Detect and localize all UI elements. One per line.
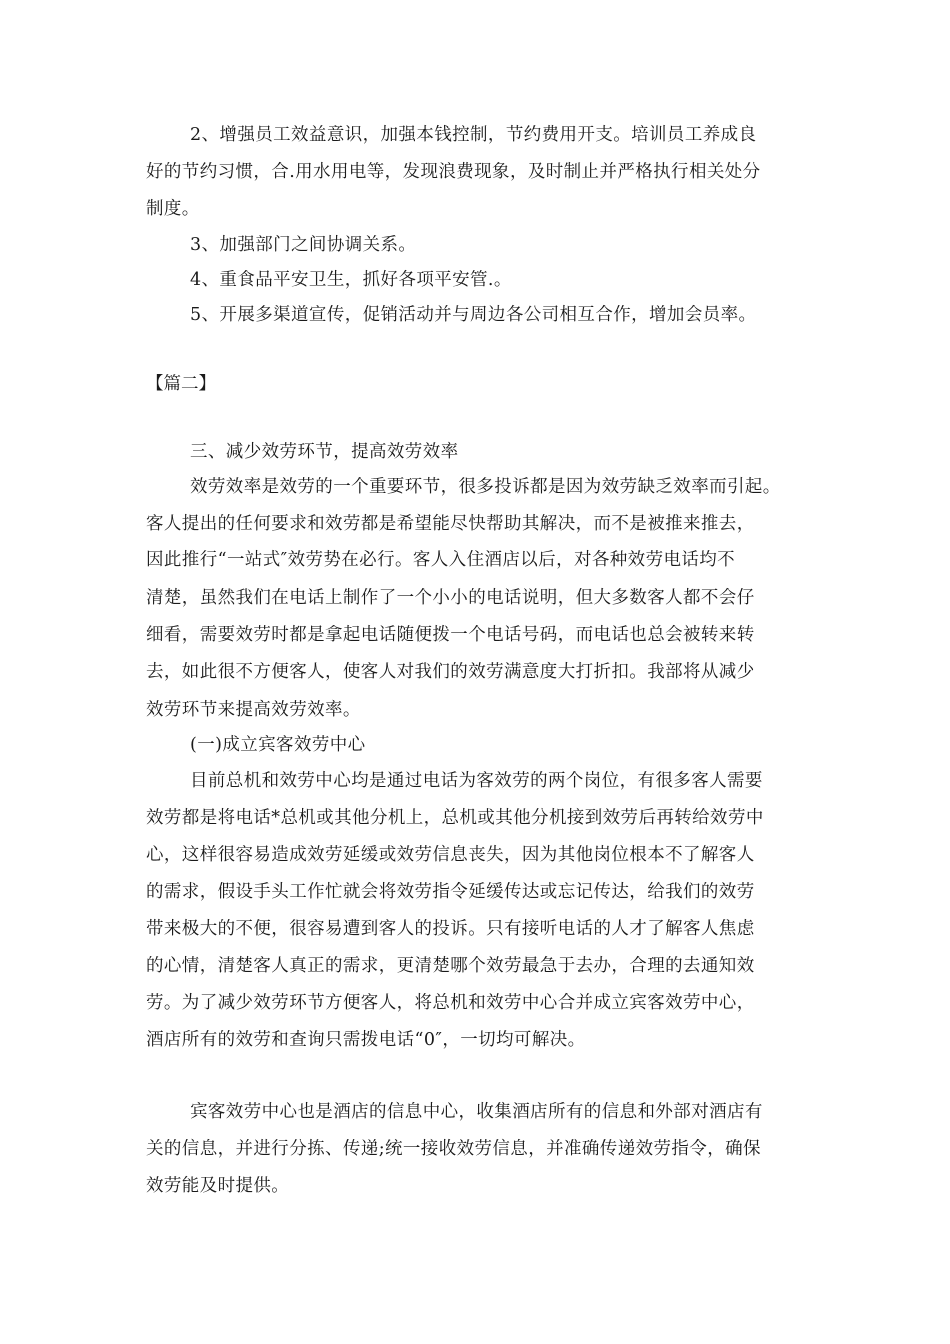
paragraph-line: 因此推行“一站式″效劳势在必行。客人入住酒店以后，对各种效劳电话均不	[146, 550, 736, 570]
paragraph-line: 4、重食品平安卫生，抓好各项平安管.。	[190, 270, 512, 290]
paragraph-line: 劳。为了减少效劳环节方便客人，将总机和效劳中心合并成立宾客效劳中心，	[146, 993, 755, 1013]
section-subheading: (一)成立宾客效劳中心	[190, 735, 366, 755]
paragraph-line: 心，这样很容易造成效劳延缓或效劳信息丧失，因为其他岗位根本不了解客人	[146, 845, 755, 865]
paragraph-line: 细看，需要效劳时都是拿起电话随便拨一个电话号码，而电话也总会被转来转	[146, 625, 755, 645]
paragraph-line: 好的节约习惯，合.用水用电等，发现浪费现象，及时制止并严格执行相关处分	[146, 162, 761, 182]
paragraph-line: 效劳都是将电话*总机或其他分机上，总机或其他分机接到效劳后再转给效劳中	[146, 808, 764, 828]
paragraph-line: 目前总机和效劳中心均是通过电话为客效劳的两个岗位，有很多客人需要	[190, 771, 763, 791]
paragraph-line: 酒店所有的效劳和查询只需拨电话“0″，一切均可解决。	[146, 1030, 586, 1050]
paragraph-line: 3、加强部门之间协调关系。	[190, 235, 417, 255]
paragraph-line: 制度。	[146, 199, 200, 219]
paragraph-line: 效劳环节来提高效劳效率。	[146, 700, 361, 720]
paragraph-line: 的心情，清楚客人真正的需求，更清楚哪个效劳最急于去办，合理的去通知效	[146, 956, 755, 976]
paragraph-line: 带来极大的不便，很容易遭到客人的投诉。只有接听电话的人才了解客人焦虑	[146, 919, 755, 939]
paragraph-line: 关的信息，并进行分拣、传递;统一接收效劳信息，并准确传递效劳指令，确保	[146, 1139, 761, 1159]
paragraph-line: 5、开展多渠道宣传，促销活动并与周边各公司相互合作，增加会员率。	[190, 305, 757, 325]
paragraph-line: 的需求，假设手头工作忙就会将效劳指令延缓传达或忘记传达，给我们的效劳	[146, 882, 755, 902]
paragraph-line: 清楚，虽然我们在电话上制作了一个小小的电话说明，但大多数客人都不会仔	[146, 588, 755, 608]
paragraph-line: 效劳效率是效劳的一个重要环节，很多投诉都是因为效劳缺乏效率而引起。	[190, 477, 781, 497]
paragraph-line: 客人提出的任何要求和效劳都是希望能尽快帮助其解决，而不是被推来推去，	[146, 514, 755, 534]
paragraph-line: 2、增强员工效益意识，加强本钱控制，节约费用开支。培训员工养成良	[190, 125, 757, 145]
section-heading: 【篇二】	[146, 374, 216, 394]
paragraph-line: 宾客效劳中心也是酒店的信息中心，收集酒店所有的信息和外部对酒店有	[190, 1102, 763, 1122]
paragraph-line: 去，如此很不方便客人，使客人对我们的效劳满意度大打折扣。我部将从减少	[146, 662, 755, 682]
section-subheading: 三、减少效劳环节，提高效劳效率	[190, 442, 459, 462]
paragraph-line: 效劳能及时提供。	[146, 1176, 290, 1196]
